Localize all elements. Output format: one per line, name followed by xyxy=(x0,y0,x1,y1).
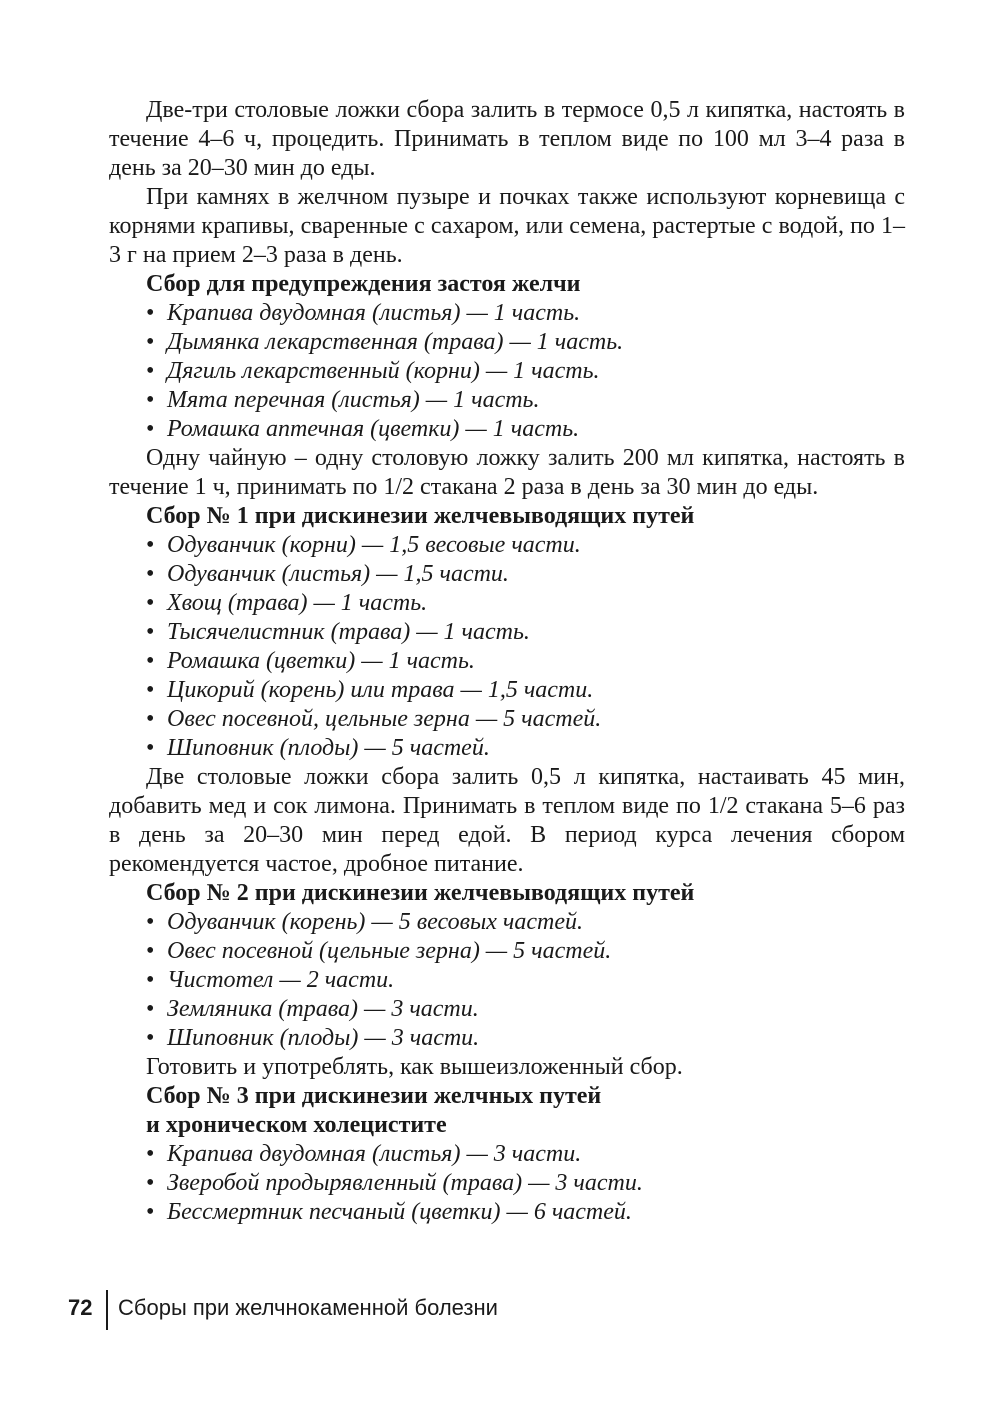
ingredient-item xyxy=(109,618,905,647)
ingredient-item xyxy=(109,995,905,1024)
paragraph: Одну чайную – одну столовую ложку залить 200 мл кипятка, настоять в течение 1 ч, принимать по 1/2 стакана 2 раза в день за 30 мин до еды. xyxy=(109,445,905,500)
bullet-mark: • xyxy=(146,735,155,761)
bullet-mark: • xyxy=(146,1141,155,1167)
text-column xyxy=(109,96,905,1227)
ingredient-item xyxy=(109,908,905,937)
ingredient-text: Одуванчик (корень) — 5 весовых частей. xyxy=(167,909,583,935)
ingredient-text: Дымянка лекарственная (трава) — 1 часть. xyxy=(167,329,624,355)
bullet-mark: • xyxy=(146,1025,155,1051)
ingredient-text: Земляника (трава) — 3 части. xyxy=(167,996,479,1022)
bullet-mark: • xyxy=(146,416,155,442)
ingredient-list xyxy=(109,299,905,444)
recipe-heading-continuation: и хроническом холецистите xyxy=(146,1112,447,1138)
ingredient-text: Одуванчик (корни) — 1,5 весовые части. xyxy=(167,532,581,558)
ingredient-item xyxy=(109,299,905,328)
bullet-mark: • xyxy=(146,1199,155,1225)
ingredient-item xyxy=(109,357,905,386)
paragraph: Две столовые ложки сбора залить 0,5 л кипятка, настаивать 45 мин, добавить мед и сок лимона. Принимать в теплом виде по 1/2 стакана 5–6 раз в день за 20–30 мин перед едой. В период курса лечения сбором рекомендуется частое, дробное питание. xyxy=(109,764,905,877)
ingredient-text: Ромашка (цветки) — 1 часть. xyxy=(167,648,475,674)
bullet-mark: • xyxy=(146,358,155,384)
ingredient-item xyxy=(109,386,905,415)
ingredient-text: Крапива двудомная (листья) — 3 части. xyxy=(167,1141,582,1167)
ingredient-item xyxy=(109,1140,905,1169)
ingredient-item xyxy=(109,531,905,560)
bullet-mark: • xyxy=(146,387,155,413)
ingredient-list xyxy=(109,908,905,1053)
recipe-heading: Сбор для предупреждения застоя желчи xyxy=(146,271,581,297)
ingredient-text: Ромашка аптечная (цветки) — 1 часть. xyxy=(167,416,580,442)
bullet-mark: • xyxy=(146,938,155,964)
bullet-mark: • xyxy=(146,329,155,355)
ingredient-item xyxy=(109,415,905,444)
bullet-mark: • xyxy=(146,648,155,674)
ingredient-item xyxy=(109,589,905,618)
ingredient-text: Цикорий (корень) или трава — 1,5 части. xyxy=(167,677,594,703)
ingredient-item xyxy=(109,328,905,357)
page-number: 72 xyxy=(68,1295,93,1320)
ingredient-text: Крапива двудомная (листья) — 1 часть. xyxy=(167,300,581,326)
ingredient-text: Мята перечная (листья) — 1 часть. xyxy=(167,387,540,413)
bullet-mark: • xyxy=(146,996,155,1022)
ingredient-text: Чистотел — 2 части. xyxy=(167,967,395,993)
bullet-mark: • xyxy=(146,532,155,558)
ingredient-item xyxy=(109,676,905,705)
ingredient-list xyxy=(109,1140,905,1227)
ingredient-item xyxy=(109,560,905,589)
recipe-heading: Сбор № 3 при дискинезии желчных путей xyxy=(146,1083,602,1109)
ingredient-text: Овес посевной (цельные зерна) — 5 частей. xyxy=(167,938,612,964)
ingredient-text: Бессмертник песчаный (цветки) — 6 частей. xyxy=(167,1199,632,1225)
ingredient-item xyxy=(109,1169,905,1198)
ingredient-item xyxy=(109,937,905,966)
ingredient-text: Шиповник (плоды) — 3 части. xyxy=(167,1025,480,1051)
paragraph: Две-три столовые ложки сбора залить в термосе 0,5 л кипятка, настоять в течение 4–6 ч, процедить. Принимать в теплом виде по 100 мл 3–4 раза в день за 20–30 мин до еды. xyxy=(109,97,905,181)
bullet-mark: • xyxy=(146,1170,155,1196)
bullet-mark: • xyxy=(146,619,155,645)
page-footer xyxy=(0,1290,1000,1330)
ingredient-text: Тысячелистник (трава) — 1 часть. xyxy=(167,619,530,645)
bullet-mark: • xyxy=(146,677,155,703)
recipe-heading: Сбор № 1 при дискинезии желчевыводящих путей xyxy=(146,503,695,529)
paragraph: Готовить и употреблять, как вышеизложенный сбор. xyxy=(146,1054,683,1080)
ingredient-text: Овес посевной, цельные зерна — 5 частей. xyxy=(167,706,602,732)
running-title: Сборы при желчнокаменной болезни xyxy=(118,1295,498,1320)
ingredient-item xyxy=(109,647,905,676)
ingredient-text: Шиповник (плоды) — 5 частей. xyxy=(167,735,490,761)
bullet-mark: • xyxy=(146,909,155,935)
ingredient-item xyxy=(109,1024,905,1053)
ingredient-text: Одуванчик (листья) — 1,5 части. xyxy=(167,561,509,587)
ingredient-item xyxy=(109,734,905,763)
paragraph: При камнях в желчном пузыре и почках также используют корневища с корнями крапивы, сваренные с сахаром, или семена, растертые с водой, по 1–3 г на прием 2–3 раза в день. xyxy=(109,184,905,268)
recipe-heading: Сбор № 2 при дискинезии желчевыводящих путей xyxy=(146,880,695,906)
ingredient-item xyxy=(109,1198,905,1227)
ingredient-text: Дягиль лекарственный (корни) — 1 часть. xyxy=(167,358,600,384)
bullet-mark: • xyxy=(146,561,155,587)
ingredient-item xyxy=(109,966,905,995)
bullet-mark: • xyxy=(146,300,155,326)
footer-divider xyxy=(106,1290,108,1330)
ingredient-text: Хвощ (трава) — 1 часть. xyxy=(167,590,428,616)
ingredient-item xyxy=(109,705,905,734)
ingredient-text: Зверобой продырявленный (трава) — 3 части. xyxy=(167,1170,643,1196)
bullet-mark: • xyxy=(146,590,155,616)
ingredient-list xyxy=(109,531,905,763)
bullet-mark: • xyxy=(146,967,155,993)
bullet-mark: • xyxy=(146,706,155,732)
